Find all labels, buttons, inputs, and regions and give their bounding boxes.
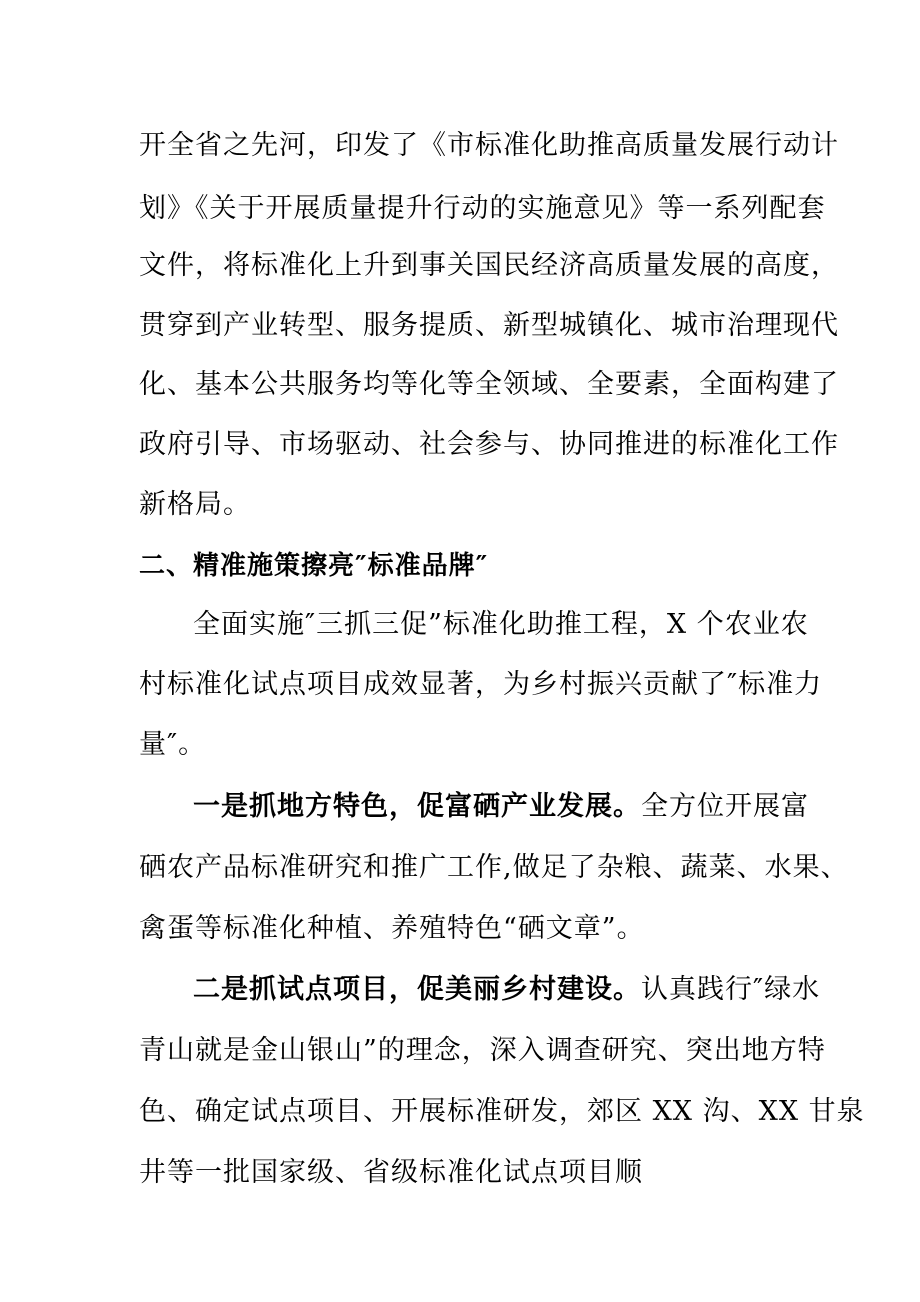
paragraph-line: 村标准化试点项目成效显著，为乡村振兴贡献了″标准力 xyxy=(139,669,823,700)
paragraph-line: 井等一批国家级、省级标准化试点项目顺 xyxy=(139,1157,643,1188)
paragraph-line: 开全省之先河，印发了《市标准化助推高质量发展行动计 xyxy=(139,130,839,161)
paragraph-line: 全面实施″三抓三促”标准化助推工程，X 个农业农 xyxy=(193,609,809,640)
paragraph-line: 划》《关于开展质量提升行动的实施意见》等一系列配套 xyxy=(139,193,826,224)
paragraph-line: 青山就是金山银山”的理念，深入调查研究、突出地方特 xyxy=(139,1035,826,1066)
paragraph-line: 色、确定试点项目、开展标准研发，郊区 XX 沟、XX 甘泉 xyxy=(139,1096,865,1127)
section-heading: 二、精准施策擦亮″标准品牌″ xyxy=(139,551,489,581)
paragraph-line: 禽蛋等标准化种植、养殖特色“硒文章”。 xyxy=(139,913,645,944)
paragraph-lead: 一是抓地方特色，促富硒产业发展。 xyxy=(193,791,641,822)
paragraph-text: 全方位开展富 xyxy=(641,791,809,822)
paragraph-line: 贯穿到产业转型、服务提质、新型城镇化、城市治理现代 xyxy=(139,310,839,341)
paragraph-line: 量″。 xyxy=(139,729,207,760)
paragraph-line xyxy=(193,972,820,1008)
paragraph-line: 文件，将标准化上升到事关国民经济高质量发展的高度， xyxy=(139,250,839,281)
paragraph-line: 硒农产品标准研究和推广工作,做足了杂粮、蔬菜、水果、 xyxy=(139,852,849,883)
paragraph-line: 化、基本公共服务均等化等全领域、全要素，全面构建了 xyxy=(139,369,839,400)
paragraph-line: 政府引导、市场驱动、社会参与、协同推进的标准化工作 xyxy=(139,429,839,460)
paragraph-line: 新格局。 xyxy=(139,489,251,520)
paragraph-line xyxy=(193,789,809,825)
paragraph-text: 认真践行″绿水 xyxy=(641,974,821,1005)
paragraph-lead: 二是抓试点项目，促美丽乡村建设。 xyxy=(193,974,641,1005)
